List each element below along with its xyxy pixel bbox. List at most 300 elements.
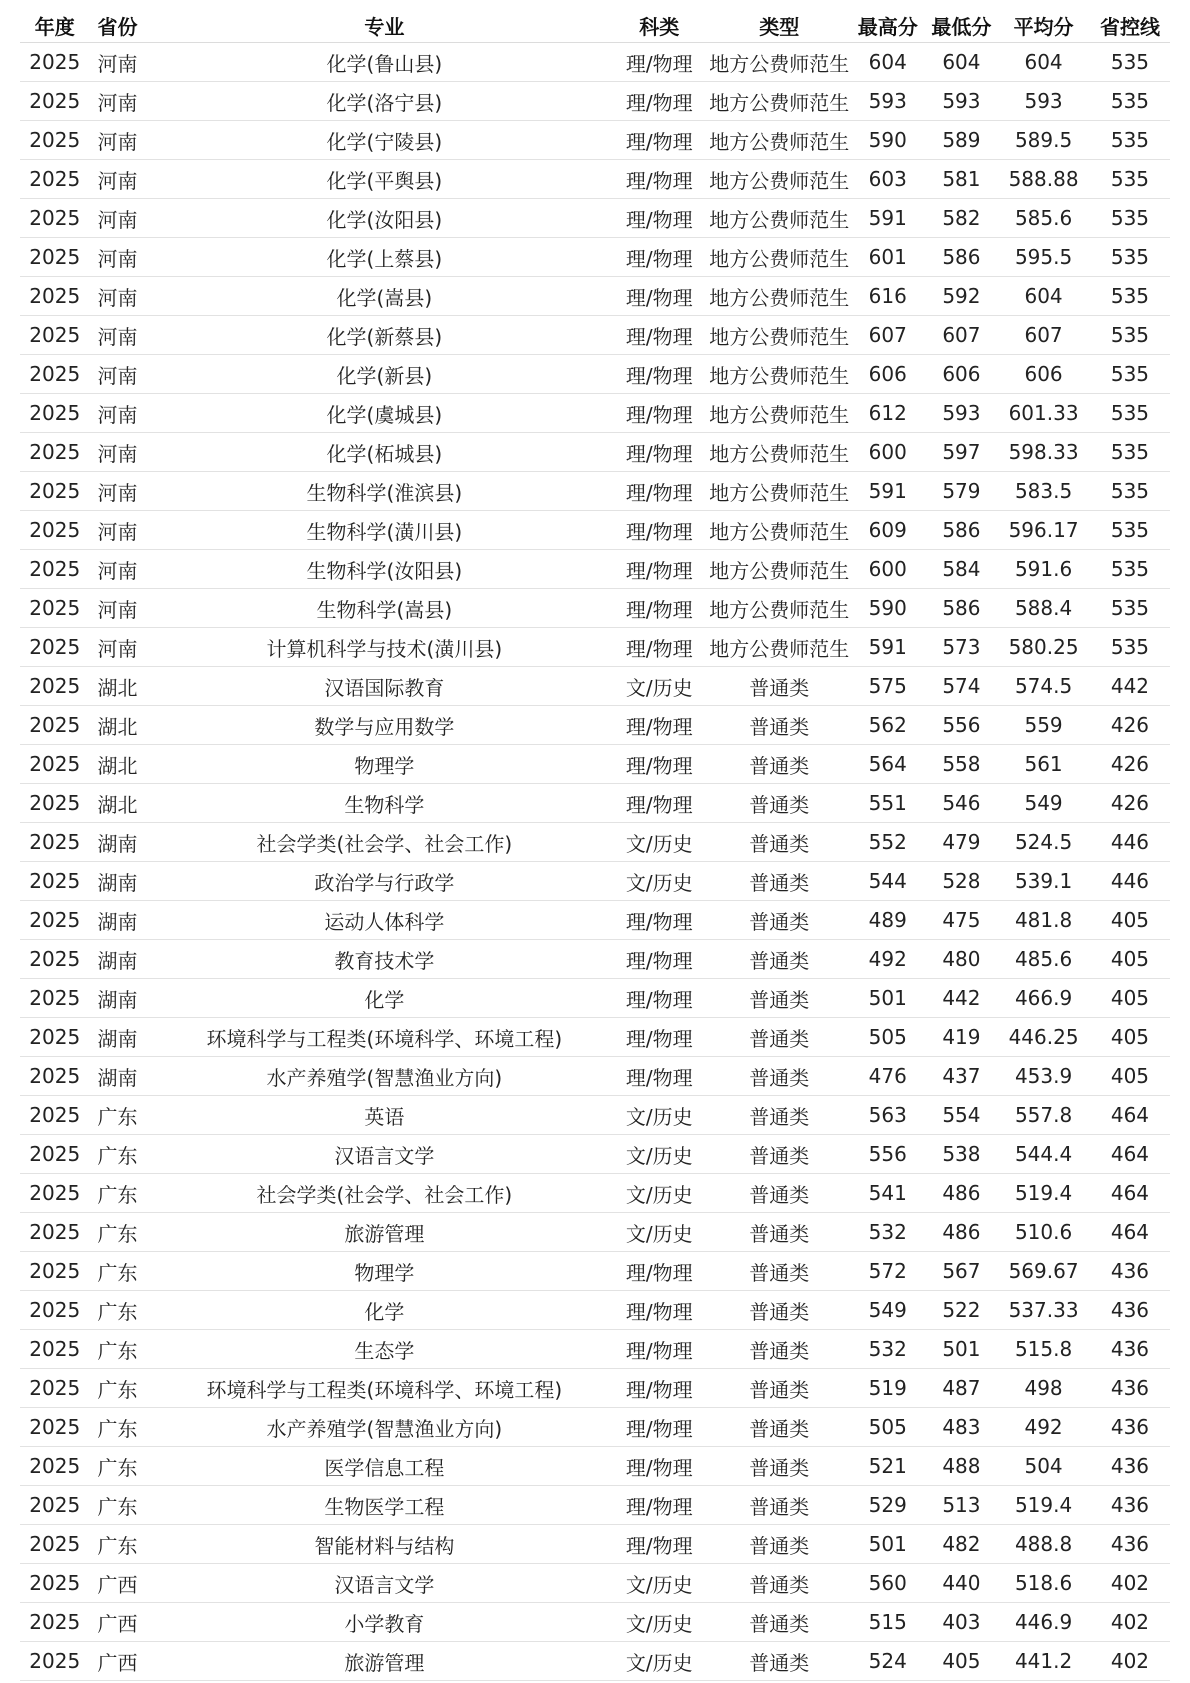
table-row: [20, 160, 1170, 199]
cell-major: 小学教育: [159, 1603, 610, 1642]
table-row: [20, 1525, 1170, 1564]
cell-avg-score: 539.1: [997, 862, 1090, 901]
cell-major: 生态学: [159, 1330, 610, 1369]
cell-province: 河南: [90, 199, 160, 238]
cell-province: 广东: [90, 1135, 160, 1174]
cell-year: 2025: [20, 1642, 90, 1681]
cell-min-score: 403: [926, 1603, 998, 1642]
cell-type: 地方公费师范生: [709, 277, 850, 316]
cell-major: 化学(汝阳县): [159, 199, 610, 238]
cell-type: 普通类: [709, 1408, 850, 1447]
cell-province: 广东: [90, 1174, 160, 1213]
header-major: 专业: [159, 8, 610, 43]
table-row: [20, 277, 1170, 316]
cell-type: 普通类: [709, 862, 850, 901]
cell-major: 生物科学(嵩县): [159, 589, 610, 628]
cell-avg-score: 588.4: [997, 589, 1090, 628]
table-row: [20, 784, 1170, 823]
cell-min-score: 579: [926, 472, 998, 511]
cell-province: 湖南: [90, 823, 160, 862]
cell-year: 2025: [20, 667, 90, 706]
cell-control-line: 446: [1090, 823, 1170, 862]
cell-control-line: 464: [1090, 1135, 1170, 1174]
cell-subject: 理/物理: [610, 1057, 709, 1096]
cell-control-line: 446: [1090, 862, 1170, 901]
admission-scores-panel: [20, 8, 1170, 1681]
cell-subject: 理/物理: [610, 628, 709, 667]
cell-control-line: 535: [1090, 277, 1170, 316]
table-row: [20, 1213, 1170, 1252]
cell-min-score: 604: [926, 43, 998, 82]
cell-avg-score: 580.25: [997, 628, 1090, 667]
cell-subject: 理/物理: [610, 472, 709, 511]
cell-province: 河南: [90, 433, 160, 472]
cell-year: 2025: [20, 1291, 90, 1330]
cell-province: 湖南: [90, 940, 160, 979]
cell-province: 广东: [90, 1408, 160, 1447]
cell-year: 2025: [20, 1486, 90, 1525]
cell-type: 普通类: [709, 1096, 850, 1135]
cell-avg-score: 453.9: [997, 1057, 1090, 1096]
cell-province: 广东: [90, 1096, 160, 1135]
cell-province: 河南: [90, 511, 160, 550]
cell-province: 河南: [90, 121, 160, 160]
cell-type: 地方公费师范生: [709, 316, 850, 355]
cell-max-score: 529: [850, 1486, 926, 1525]
cell-type: 地方公费师范生: [709, 160, 850, 199]
cell-max-score: 600: [850, 550, 926, 589]
table-row: [20, 1330, 1170, 1369]
cell-max-score: 489: [850, 901, 926, 940]
table-row: [20, 667, 1170, 706]
cell-control-line: 442: [1090, 667, 1170, 706]
cell-year: 2025: [20, 160, 90, 199]
cell-province: 湖南: [90, 1018, 160, 1057]
cell-major: 数学与应用数学: [159, 706, 610, 745]
cell-max-score: 575: [850, 667, 926, 706]
cell-control-line: 426: [1090, 745, 1170, 784]
cell-subject: 文/历史: [610, 1642, 709, 1681]
cell-province: 河南: [90, 316, 160, 355]
cell-avg-score: 569.67: [997, 1252, 1090, 1291]
cell-year: 2025: [20, 1330, 90, 1369]
cell-year: 2025: [20, 862, 90, 901]
cell-max-score: 603: [850, 160, 926, 199]
cell-year: 2025: [20, 628, 90, 667]
cell-province: 湖南: [90, 862, 160, 901]
cell-type: 普通类: [709, 1213, 850, 1252]
cell-type: 普通类: [709, 940, 850, 979]
cell-year: 2025: [20, 316, 90, 355]
cell-subject: 理/物理: [610, 589, 709, 628]
cell-major: 生物科学(淮滨县): [159, 472, 610, 511]
cell-province: 广东: [90, 1369, 160, 1408]
cell-type: 地方公费师范生: [709, 121, 850, 160]
cell-province: 湖北: [90, 784, 160, 823]
cell-type: 普通类: [709, 784, 850, 823]
cell-avg-score: 446.9: [997, 1603, 1090, 1642]
cell-province: 广东: [90, 1213, 160, 1252]
cell-major: 汉语国际教育: [159, 667, 610, 706]
cell-province: 广西: [90, 1564, 160, 1603]
cell-subject: 理/物理: [610, 901, 709, 940]
table-row: [20, 433, 1170, 472]
cell-province: 河南: [90, 160, 160, 199]
table-row: [20, 940, 1170, 979]
cell-year: 2025: [20, 1408, 90, 1447]
cell-min-score: 483: [926, 1408, 998, 1447]
table-row: [20, 979, 1170, 1018]
cell-control-line: 402: [1090, 1642, 1170, 1681]
cell-year: 2025: [20, 199, 90, 238]
cell-province: 广东: [90, 1525, 160, 1564]
cell-province: 湖南: [90, 1057, 160, 1096]
cell-type: 普通类: [709, 1642, 850, 1681]
cell-type: 普通类: [709, 1057, 850, 1096]
table-row: [20, 1486, 1170, 1525]
cell-max-score: 607: [850, 316, 926, 355]
cell-avg-score: 537.33: [997, 1291, 1090, 1330]
cell-type: 普通类: [709, 1174, 850, 1213]
cell-year: 2025: [20, 1369, 90, 1408]
cell-major: 医学信息工程: [159, 1447, 610, 1486]
cell-year: 2025: [20, 550, 90, 589]
cell-control-line: 436: [1090, 1447, 1170, 1486]
cell-min-score: 501: [926, 1330, 998, 1369]
cell-min-score: 538: [926, 1135, 998, 1174]
cell-max-score: 609: [850, 511, 926, 550]
cell-province: 湖北: [90, 667, 160, 706]
cell-max-score: 600: [850, 433, 926, 472]
cell-subject: 理/物理: [610, 82, 709, 121]
cell-major: 计算机科学与技术(潢川县): [159, 628, 610, 667]
cell-province: 广西: [90, 1603, 160, 1642]
cell-major: 环境科学与工程类(环境科学、环境工程): [159, 1018, 610, 1057]
cell-avg-score: 519.4: [997, 1486, 1090, 1525]
cell-type: 地方公费师范生: [709, 550, 850, 589]
cell-control-line: 436: [1090, 1252, 1170, 1291]
cell-year: 2025: [20, 1603, 90, 1642]
cell-max-score: 604: [850, 43, 926, 82]
cell-type: 普通类: [709, 979, 850, 1018]
cell-year: 2025: [20, 511, 90, 550]
cell-subject: 理/物理: [610, 1525, 709, 1564]
cell-max-score: 524: [850, 1642, 926, 1681]
header-row: [20, 8, 1170, 43]
cell-control-line: 535: [1090, 160, 1170, 199]
cell-major: 汉语言文学: [159, 1564, 610, 1603]
header-province: 省份: [90, 8, 160, 43]
header-subject: 科类: [610, 8, 709, 43]
cell-province: 湖北: [90, 706, 160, 745]
cell-type: 普通类: [709, 823, 850, 862]
cell-subject: 文/历史: [610, 823, 709, 862]
cell-subject: 理/物理: [610, 160, 709, 199]
cell-max-score: 564: [850, 745, 926, 784]
cell-subject: 理/物理: [610, 43, 709, 82]
cell-type: 地方公费师范生: [709, 433, 850, 472]
cell-subject: 理/物理: [610, 1252, 709, 1291]
cell-major: 智能材料与结构: [159, 1525, 610, 1564]
cell-type: 地方公费师范生: [709, 589, 850, 628]
admission-scores-table: [20, 8, 1170, 1681]
cell-control-line: 436: [1090, 1330, 1170, 1369]
header-year: 年度: [20, 8, 90, 43]
cell-min-score: 573: [926, 628, 998, 667]
cell-subject: 理/物理: [610, 706, 709, 745]
table-row: [20, 316, 1170, 355]
cell-control-line: 402: [1090, 1564, 1170, 1603]
cell-major: 化学(新蔡县): [159, 316, 610, 355]
cell-year: 2025: [20, 1525, 90, 1564]
cell-control-line: 436: [1090, 1408, 1170, 1447]
cell-avg-score: 604: [997, 277, 1090, 316]
cell-subject: 文/历史: [610, 1096, 709, 1135]
cell-subject: 理/物理: [610, 1408, 709, 1447]
header-min-score: 最低分: [926, 8, 998, 43]
cell-avg-score: 446.25: [997, 1018, 1090, 1057]
table-row: [20, 355, 1170, 394]
cell-year: 2025: [20, 355, 90, 394]
cell-avg-score: 557.8: [997, 1096, 1090, 1135]
cell-major: 旅游管理: [159, 1213, 610, 1252]
cell-min-score: 581: [926, 160, 998, 199]
cell-subject: 理/物理: [610, 355, 709, 394]
cell-province: 河南: [90, 472, 160, 511]
cell-max-score: 505: [850, 1408, 926, 1447]
cell-max-score: 532: [850, 1330, 926, 1369]
table-row: [20, 628, 1170, 667]
cell-control-line: 535: [1090, 433, 1170, 472]
cell-major: 化学(嵩县): [159, 277, 610, 316]
cell-subject: 理/物理: [610, 316, 709, 355]
table-row: [20, 1564, 1170, 1603]
cell-subject: 理/物理: [610, 784, 709, 823]
header-control-line: 省控线: [1090, 8, 1170, 43]
cell-subject: 文/历史: [610, 1135, 709, 1174]
cell-avg-score: 515.8: [997, 1330, 1090, 1369]
cell-year: 2025: [20, 940, 90, 979]
cell-subject: 理/物理: [610, 121, 709, 160]
cell-max-score: 505: [850, 1018, 926, 1057]
table-row: [20, 394, 1170, 433]
cell-province: 河南: [90, 277, 160, 316]
cell-year: 2025: [20, 1564, 90, 1603]
table-row: [20, 1135, 1170, 1174]
cell-avg-score: 544.4: [997, 1135, 1090, 1174]
cell-control-line: 535: [1090, 472, 1170, 511]
cell-min-score: 584: [926, 550, 998, 589]
cell-type: 地方公费师范生: [709, 628, 850, 667]
cell-max-score: 562: [850, 706, 926, 745]
header-max-score: 最高分: [850, 8, 926, 43]
cell-control-line: 405: [1090, 940, 1170, 979]
cell-avg-score: 519.4: [997, 1174, 1090, 1213]
cell-type: 普通类: [709, 1291, 850, 1330]
cell-min-score: 554: [926, 1096, 998, 1135]
cell-type: 地方公费师范生: [709, 355, 850, 394]
cell-control-line: 535: [1090, 511, 1170, 550]
cell-province: 河南: [90, 238, 160, 277]
cell-year: 2025: [20, 901, 90, 940]
cell-major: 教育技术学: [159, 940, 610, 979]
table-row: [20, 550, 1170, 589]
cell-min-score: 586: [926, 589, 998, 628]
cell-subject: 理/物理: [610, 745, 709, 784]
cell-province: 湖南: [90, 979, 160, 1018]
cell-type: 地方公费师范生: [709, 43, 850, 82]
cell-avg-score: 606: [997, 355, 1090, 394]
cell-control-line: 405: [1090, 979, 1170, 1018]
cell-subject: 理/物理: [610, 1369, 709, 1408]
table-row: [20, 1642, 1170, 1681]
cell-year: 2025: [20, 277, 90, 316]
cell-control-line: 535: [1090, 550, 1170, 589]
cell-max-score: 590: [850, 121, 926, 160]
cell-control-line: 535: [1090, 355, 1170, 394]
cell-min-score: 479: [926, 823, 998, 862]
cell-type: 普通类: [709, 1603, 850, 1642]
cell-avg-score: 549: [997, 784, 1090, 823]
table-row: [20, 862, 1170, 901]
cell-min-score: 556: [926, 706, 998, 745]
cell-year: 2025: [20, 394, 90, 433]
cell-major: 化学: [159, 979, 610, 1018]
cell-max-score: 560: [850, 1564, 926, 1603]
cell-major: 英语: [159, 1096, 610, 1135]
cell-max-score: 515: [850, 1603, 926, 1642]
cell-subject: 文/历史: [610, 1564, 709, 1603]
cell-avg-score: 485.6: [997, 940, 1090, 979]
cell-avg-score: 488.8: [997, 1525, 1090, 1564]
cell-major: 政治学与行政学: [159, 862, 610, 901]
cell-min-score: 606: [926, 355, 998, 394]
cell-min-score: 513: [926, 1486, 998, 1525]
cell-subject: 理/物理: [610, 940, 709, 979]
cell-avg-score: 596.17: [997, 511, 1090, 550]
cell-control-line: 405: [1090, 901, 1170, 940]
cell-type: 普通类: [709, 1369, 850, 1408]
cell-type: 地方公费师范生: [709, 199, 850, 238]
cell-year: 2025: [20, 823, 90, 862]
cell-major: 化学(宁陵县): [159, 121, 610, 160]
cell-major: 化学(平舆县): [159, 160, 610, 199]
cell-avg-score: 593: [997, 82, 1090, 121]
cell-min-score: 440: [926, 1564, 998, 1603]
cell-avg-score: 574.5: [997, 667, 1090, 706]
cell-major: 环境科学与工程类(环境科学、环境工程): [159, 1369, 610, 1408]
cell-max-score: 612: [850, 394, 926, 433]
cell-min-score: 419: [926, 1018, 998, 1057]
cell-max-score: 501: [850, 979, 926, 1018]
cell-subject: 理/物理: [610, 1291, 709, 1330]
cell-subject: 理/物理: [610, 1447, 709, 1486]
cell-major: 物理学: [159, 745, 610, 784]
cell-avg-score: 595.5: [997, 238, 1090, 277]
cell-major: 旅游管理: [159, 1642, 610, 1681]
cell-min-score: 592: [926, 277, 998, 316]
cell-avg-score: 481.8: [997, 901, 1090, 940]
cell-year: 2025: [20, 745, 90, 784]
header-type: 类型: [709, 8, 850, 43]
cell-year: 2025: [20, 1018, 90, 1057]
cell-avg-score: 598.33: [997, 433, 1090, 472]
cell-control-line: 535: [1090, 628, 1170, 667]
cell-province: 河南: [90, 355, 160, 394]
table-row: [20, 43, 1170, 82]
cell-min-score: 546: [926, 784, 998, 823]
table-row: [20, 1057, 1170, 1096]
cell-max-score: 606: [850, 355, 926, 394]
cell-control-line: 535: [1090, 238, 1170, 277]
cell-min-score: 488: [926, 1447, 998, 1486]
cell-year: 2025: [20, 43, 90, 82]
cell-max-score: 541: [850, 1174, 926, 1213]
cell-control-line: 426: [1090, 784, 1170, 823]
cell-province: 河南: [90, 43, 160, 82]
cell-type: 普通类: [709, 1564, 850, 1603]
cell-min-score: 589: [926, 121, 998, 160]
cell-avg-score: 588.88: [997, 160, 1090, 199]
cell-year: 2025: [20, 784, 90, 823]
cell-min-score: 574: [926, 667, 998, 706]
cell-year: 2025: [20, 238, 90, 277]
cell-control-line: 436: [1090, 1486, 1170, 1525]
cell-major: 水产养殖学(智慧渔业方向): [159, 1408, 610, 1447]
cell-max-score: 476: [850, 1057, 926, 1096]
cell-control-line: 535: [1090, 43, 1170, 82]
table-row: [20, 1369, 1170, 1408]
cell-avg-score: 561: [997, 745, 1090, 784]
cell-major: 化学(柘城县): [159, 433, 610, 472]
cell-max-score: 519: [850, 1369, 926, 1408]
cell-type: 普通类: [709, 1330, 850, 1369]
cell-avg-score: 466.9: [997, 979, 1090, 1018]
cell-subject: 理/物理: [610, 199, 709, 238]
cell-max-score: 551: [850, 784, 926, 823]
cell-avg-score: 601.33: [997, 394, 1090, 433]
cell-year: 2025: [20, 1135, 90, 1174]
cell-subject: 文/历史: [610, 667, 709, 706]
cell-min-score: 405: [926, 1642, 998, 1681]
cell-major: 化学(上蔡县): [159, 238, 610, 277]
cell-min-score: 567: [926, 1252, 998, 1291]
cell-max-score: 593: [850, 82, 926, 121]
cell-control-line: 535: [1090, 199, 1170, 238]
cell-max-score: 521: [850, 1447, 926, 1486]
cell-min-score: 607: [926, 316, 998, 355]
cell-avg-score: 524.5: [997, 823, 1090, 862]
cell-control-line: 405: [1090, 1057, 1170, 1096]
cell-year: 2025: [20, 1057, 90, 1096]
cell-max-score: 601: [850, 238, 926, 277]
cell-min-score: 593: [926, 82, 998, 121]
cell-year: 2025: [20, 1447, 90, 1486]
cell-year: 2025: [20, 82, 90, 121]
cell-control-line: 464: [1090, 1174, 1170, 1213]
cell-avg-score: 510.6: [997, 1213, 1090, 1252]
cell-year: 2025: [20, 979, 90, 1018]
cell-major: 运动人体科学: [159, 901, 610, 940]
cell-major: 化学(虞城县): [159, 394, 610, 433]
cell-type: 地方公费师范生: [709, 394, 850, 433]
cell-province: 河南: [90, 628, 160, 667]
cell-province: 河南: [90, 550, 160, 589]
cell-min-score: 475: [926, 901, 998, 940]
cell-province: 广东: [90, 1252, 160, 1291]
cell-major: 化学: [159, 1291, 610, 1330]
cell-major: 水产养殖学(智慧渔业方向): [159, 1057, 610, 1096]
